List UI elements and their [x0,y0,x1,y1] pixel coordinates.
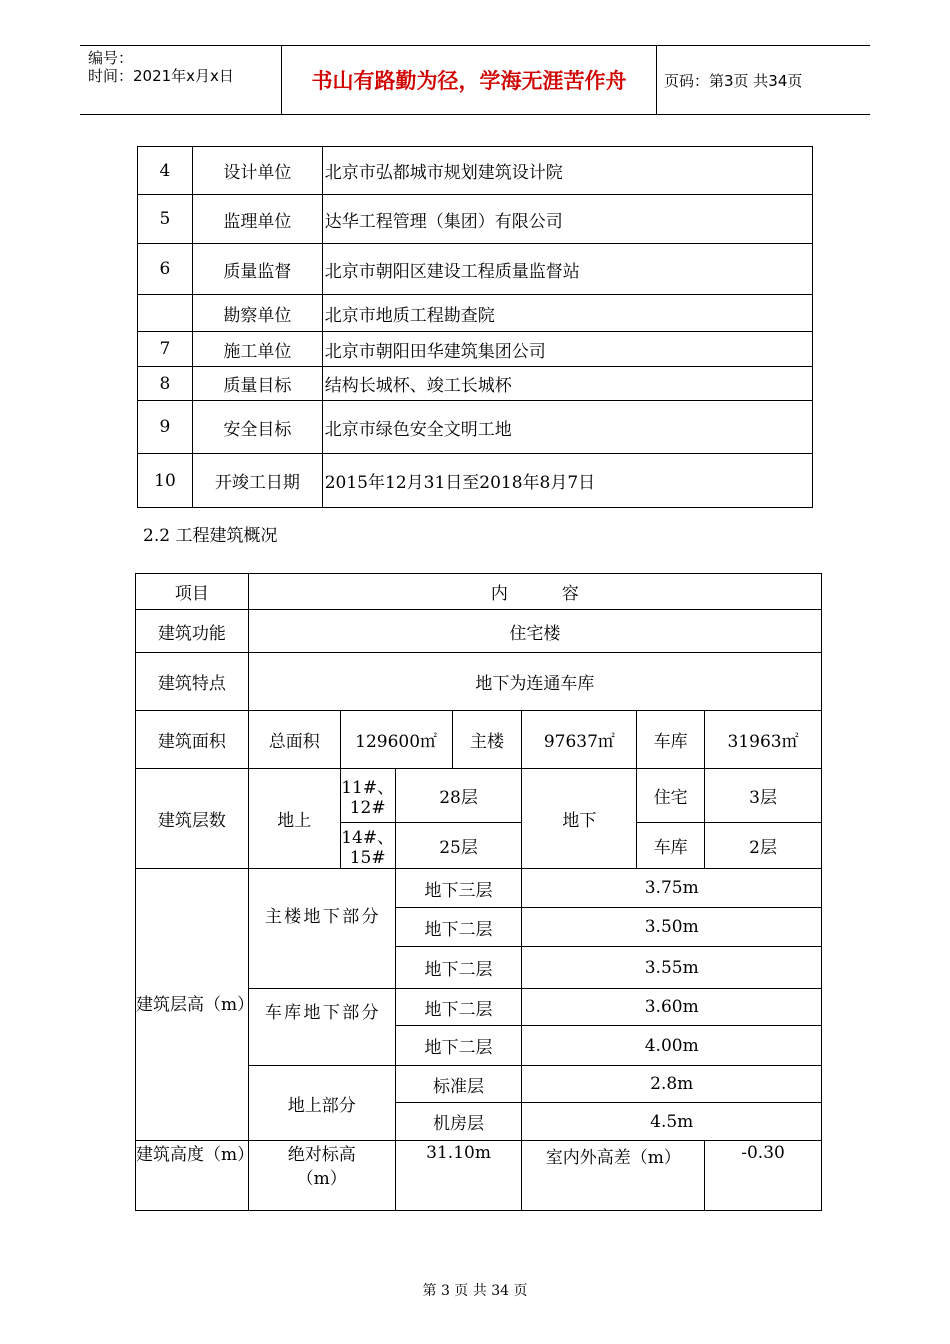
main-below-value: 3.75m [522,869,822,908]
bldg-b: 14#、15# [340,823,395,869]
table-row [136,574,822,610]
row-value: 2015年12月31日至2018年8月7日 [322,454,812,508]
above-part-name: 标准层 [395,1066,522,1103]
row-item: 监理单位 [192,195,322,244]
row-item: 质量目标 [192,367,322,401]
garage-below-value: 4.00m [522,1026,822,1066]
area-garage: 31963㎡ [705,711,822,769]
project-info-table [137,146,813,508]
row-item: 勘察单位 [192,295,322,332]
table-row [136,653,822,711]
building-overview-table [135,573,822,1211]
row-value: 结构长城杯、竣工长城杯 [322,367,812,401]
footer-text: 第 3 页 共 34 页 [422,1283,528,1299]
table-row [136,711,822,769]
table-row [138,195,813,244]
above-label: 地上 [248,769,340,869]
row-value: 北京市弘都城市规划建筑设计院 [322,147,812,195]
garage-below-value: 3.60m [522,989,822,1026]
number-label: 编号： [88,49,134,67]
height-label: 建筑层高（m） [136,869,249,1141]
time-label: 时间：2021年x月x日 [88,67,234,85]
row-number: 4 [138,147,193,195]
diff-label: 室内外高差（m） [522,1141,705,1211]
above-part-label: 地上部分 [248,1066,395,1141]
diff-value: -0.30 [705,1141,822,1211]
row-item: 安全目标 [192,401,322,454]
row-item: 开竣工日期 [192,454,322,508]
row-value: 北京市绿色安全文明工地 [322,401,812,454]
table-row [136,610,822,653]
abs-value: 31.10m [395,1141,522,1211]
garage-below-name: 地下二层 [395,989,522,1026]
area-label: 建筑面积 [136,711,249,769]
row-number: 9 [138,401,193,454]
row-number: 8 [138,367,193,401]
row-item: 施工单位 [192,332,322,367]
abs-label: 绝对标高（m） [248,1141,395,1211]
section-title: 2.2 工程建筑概况 [143,526,278,546]
res-label: 住宅 [637,769,705,823]
table-row [136,869,822,908]
garage-below-name: 地下二层 [395,1026,522,1066]
table-row [138,367,813,401]
main-below-name: 地下三层 [395,869,522,908]
garage-below-label [248,989,395,1066]
main-below-text: 主楼地下部分 [264,907,379,927]
header-meta [88,49,234,85]
area-main: 97637㎡ [522,711,637,769]
row-number: 10 [138,454,193,508]
main-below-value: 3.50m [522,908,822,947]
feature-value: 地下为连通车库 [248,653,821,711]
bldg-a-floors: 28层 [395,769,522,823]
head-content: 内 容 [248,574,821,610]
area-garage-label: 车库 [637,711,705,769]
page-header [80,45,870,115]
table-row [138,454,813,508]
header-motto: 书山有路勤为径，学海无涯苦作舟 [311,69,627,93]
table-row [136,769,822,823]
row-number: 7 [138,332,193,367]
main-below-value: 3.55m [522,947,822,989]
garage-floors: 2层 [705,823,822,869]
garage-label: 车库 [637,823,705,869]
row-number [138,295,193,332]
bldg-a: 11#、12# [340,769,395,823]
bldg-b-floors: 25层 [395,823,522,869]
table-row [138,401,813,454]
row-number: 5 [138,195,193,244]
table-row [138,147,813,195]
area-total: 129600㎡ [340,711,452,769]
table-row [138,295,813,332]
area-total-label: 总面积 [248,711,340,769]
row-number: 6 [138,244,193,295]
row-value: 北京市朝阳田华建筑集团公司 [322,332,812,367]
row-item: 质量监督 [192,244,322,295]
main-below-name: 地下二层 [395,908,522,947]
header-page-label: 页码：第3页 共34页 [664,72,803,90]
head-item: 项目 [136,574,249,610]
table-row [138,332,813,367]
res-floors: 3层 [705,769,822,823]
header-divider [656,46,657,114]
total-height-label: 建筑高度（m） [136,1141,249,1211]
above-part-value: 2.8m [522,1066,822,1103]
above-part-name: 机房层 [395,1103,522,1141]
table-row [136,1141,822,1211]
main-below-name: 地下二层 [395,947,522,989]
row-value: 达华工程管理（集团）有限公司 [322,195,812,244]
page-footer [0,1280,950,1300]
row-item: 设计单位 [192,147,322,195]
garage-below-text: 车库地下部分 [264,1003,379,1023]
row-value: 北京市朝阳区建设工程质量监督站 [322,244,812,295]
function-value: 住宅楼 [248,610,821,653]
row-value: 北京市地质工程勘查院 [322,295,812,332]
main-below-label [248,869,395,989]
table-row [138,244,813,295]
below-label: 地下 [522,769,637,869]
function-label: 建筑功能 [136,610,249,653]
above-part-value: 4.5m [522,1103,822,1141]
floors-label: 建筑层数 [136,769,249,869]
feature-label: 建筑特点 [136,653,249,711]
area-main-label: 主楼 [452,711,522,769]
